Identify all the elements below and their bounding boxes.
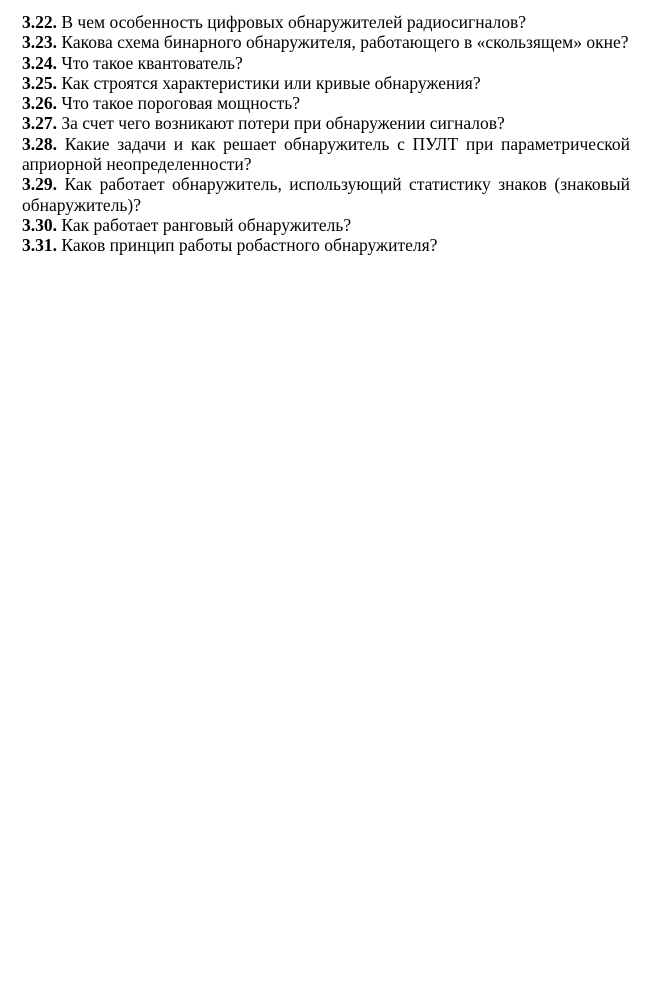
question-number: 3.25. xyxy=(22,72,57,93)
question-3-26 xyxy=(22,93,630,113)
question-list xyxy=(22,12,630,256)
question-text: Что такое квантователь? xyxy=(61,52,243,73)
question-3-25 xyxy=(22,73,630,93)
question-text: Какие задачи и как решает обнаружитель с ПУЛТ при параметрической априорной неопределенности? xyxy=(22,133,631,175)
question-3-24 xyxy=(22,53,630,73)
question-text: Как строятся характеристики или кривые обнаружения? xyxy=(61,72,481,93)
question-3-22 xyxy=(22,12,630,32)
question-3-30 xyxy=(22,215,630,235)
question-text: За счет чего возникают потери при обнаружении сигналов? xyxy=(61,113,505,134)
question-number: 3.28. xyxy=(22,133,57,154)
question-3-29 xyxy=(22,174,630,215)
question-text: Какова схема бинарного обнаружителя, работающего в «скользящем» окне? xyxy=(61,32,629,53)
question-number: 3.29. xyxy=(22,174,57,195)
question-text: В чем особенность цифровых обнаружителей радиосигналов? xyxy=(61,12,527,32)
question-number: 3.27. xyxy=(22,113,57,134)
question-3-23 xyxy=(22,32,630,52)
question-text: Как работает ранговый обнаружитель? xyxy=(61,214,352,235)
question-number: 3.30. xyxy=(22,214,57,235)
question-3-31 xyxy=(22,235,630,255)
question-number: 3.31. xyxy=(22,235,57,256)
question-text: Каков принцип работы робастного обнаружителя? xyxy=(61,235,438,256)
question-3-28 xyxy=(22,134,630,175)
question-text: Как работает обнаружитель, использующий статистику знаков (знаковый обнаружитель)? xyxy=(22,174,630,215)
question-3-27 xyxy=(22,113,630,133)
question-number: 3.26. xyxy=(22,93,57,114)
question-number: 3.23. xyxy=(22,32,57,53)
question-number: 3.22. xyxy=(22,12,57,32)
question-text: Что такое пороговая мощность? xyxy=(61,93,300,114)
question-number: 3.24. xyxy=(22,52,57,73)
